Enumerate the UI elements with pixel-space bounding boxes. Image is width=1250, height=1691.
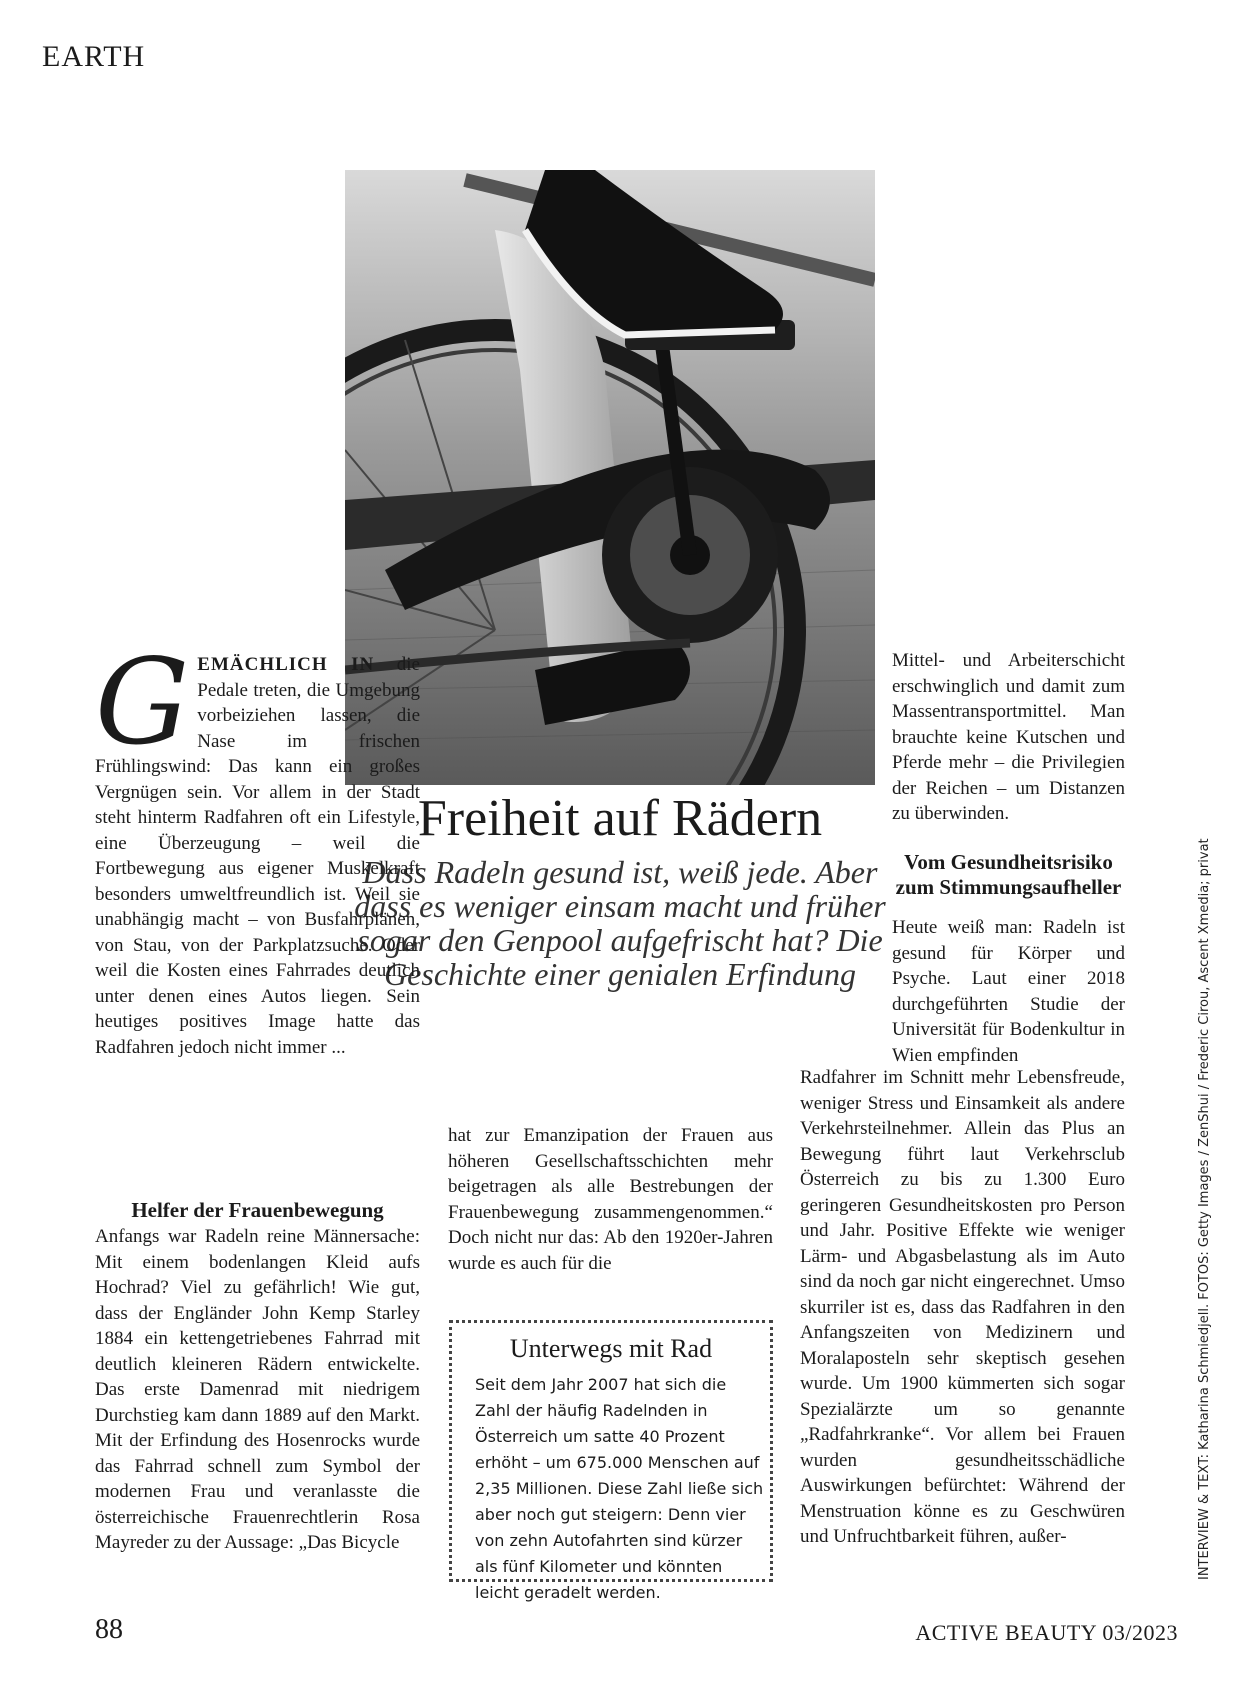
body-text: Radfahrer im Schnitt mehr Lebensfreude, weniger Stress und Einsamkeit als andere Verkehrsteilnehmer. Allein das Plus an Bewegung führt laut Verkehrsclub Österreich zu bis zu 1.300 Euro geringeren Gesundheitskosten pro Person und Jahr. Positive Effekte wie weniger Lärm- und Abgasbelastung als im Auto sind da noch gar nicht eingerechnet. Umso skurriler ist es, dass das Radfahren in den Anfangszeiten von Medizinern und Moralaposteln sehr skeptisch gesehen wurde. Um 1900 kümmerten sich sogar Spezialärzte um so genannte „Radfahrkranke“. Vor allem bei Frauen wurden gesundheitsschädliche Auswirkungen befürchtet: Während der Menstruation könne es zu Geschwüren und Unfruchtbarkeit führen, außer- bbox=[800, 1067, 1125, 1547]
drop-cap: G bbox=[95, 633, 190, 771]
column-3-top bbox=[892, 648, 1125, 827]
dek: Dass Radeln gesund ist, weiß jede. Aber dass es weniger einsam macht und früher sogar den Genpool aufgefrischt hat? Die Geschichte einer genialen Erfindung bbox=[354, 854, 886, 992]
lead-in: EMÄCHLICH IN bbox=[197, 654, 375, 675]
magazine-footer: ACTIVE BEAUTY 03/2023 bbox=[915, 1620, 1178, 1645]
column-3-mid bbox=[892, 915, 1125, 1068]
info-box-text: Seit dem Jahr 2007 hat sich die Zahl der häufig Radelnden in Österreich um satte 40 Prozent erhöht – um 675.000 Menschen auf 2,35 Millionen. Diese Zahl ließe sich aber noch gut steigern: Denn vier von zehn Autofahrten sind kürzer als fünf Kilometer und könnten leicht geradelt werden. bbox=[475, 1375, 764, 1602]
column-1-body bbox=[95, 1224, 420, 1556]
info-box-title: Unterwegs mit Rad bbox=[509, 1334, 713, 1363]
column-3-body bbox=[800, 1065, 1125, 1550]
bicycle-pedal-photo-icon bbox=[345, 170, 875, 785]
column-2-body bbox=[448, 1123, 773, 1276]
subhead-frauenbewegung: Helfer der Frauenbewegung bbox=[131, 1198, 384, 1222]
body-text: Mittel- und Arbeiterschicht erschwinglich und damit zum Massentransportmittel. Man brauchte keine Kutschen und Pferde mehr – die Privilegien der Reichen – um Distanzen zu überwinden. bbox=[892, 650, 1125, 824]
body-text: Heute weiß man: Radeln ist gesund für Körper und Psyche. Laut einer 2018 durchgeführten Studie der Universität für Bodenkultur in Wien empfinden bbox=[892, 917, 1125, 1066]
body-text: hat zur Emanzipation der Frauen aus höheren Gesellschaftsschichten mehr beigetragen als alle Bestrebungen der Frauenbewegung zusammengenommen.“ Doch nicht nur das: Ab den 1920er-Jahren wurde es auch für die bbox=[448, 1125, 773, 1274]
photo-credits: INTERVIEW & TEXT: Katharina Schmiedjell. FOTOS: Getty Images / ZenShui / Frederic Cirou, Ascent Xmedia; privat bbox=[1197, 838, 1212, 1580]
column-1-intro bbox=[95, 633, 420, 1060]
body-text: Anfangs war Radeln reine Männersache: Mit einem bodenlangen Kleid aufs Hochrad? Viel zu gefährlich! Wie gut, dass der Engländer John Kemp Starley 1884 ein kettengetriebenes Fahrrad mit deutlich kleineren Rädern entwickelte. Das erste Damenrad mit niedrigem Durchstieg kam dann 1889 auf den Markt. Mit der Erfindung des Hosenrocks wurde das Fahrrad schnell zum Symbol der modernen Frau und veranlasste die österreichische Frauenrechtlerin Rosa Mayreder zu der Aussage: „Das Bicycle bbox=[95, 1226, 420, 1553]
subhead-gesundheitsrisiko: Vom Gesundheitsrisiko zum Stimmungsaufheller bbox=[895, 850, 1122, 899]
section-label: EARTH bbox=[42, 40, 146, 73]
intro-text: die Pedale treten, die Umgebung vorbeiziehen lassen, die Nase im frischen Frühlingswind: Das kann ein großes Vergnügen sein. Vor allem in der Stadt steht hinterm Radfahren oft ein Lifestyle, eine Überzeugung – weil die Fortbewegung aus eigener Muskelkraft besonders umweltfreundlich ist. Weil sie unabhängig macht – von Busfahrplänen, von Stau, von der Parkplatzsuche. Oder weil die Kosten eines Fahrrades deutlich unter denen eines Autos liegen. Sein heutiges positives Image hatte das Radfahren jedoch nicht immer ... bbox=[95, 654, 420, 1058]
headline: Freiheit auf Rädern bbox=[417, 790, 823, 847]
page-number: 88 bbox=[95, 1614, 123, 1645]
bicycle-photo bbox=[345, 170, 875, 785]
